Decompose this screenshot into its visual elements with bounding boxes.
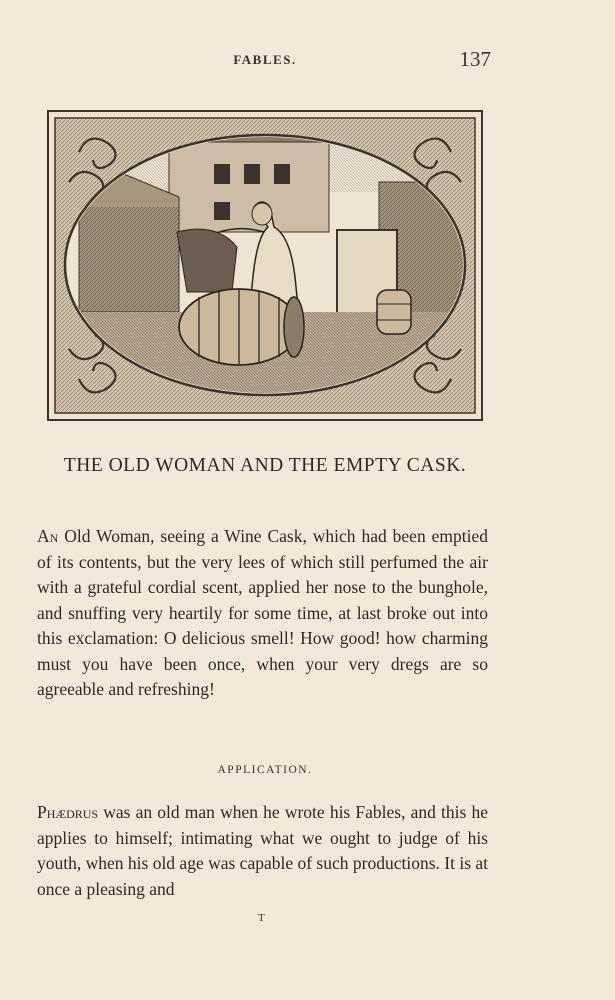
fable-lead-word: An — [37, 526, 59, 546]
fable-title: THE OLD WOMAN AND THE EMPTY CASK. — [63, 455, 467, 476]
fable-body — [37, 524, 488, 703]
application-heading: APPLICATION. — [217, 764, 313, 776]
woodcut-illustration — [47, 110, 483, 421]
signature-mark: T — [258, 912, 265, 924]
application-body — [37, 800, 488, 902]
application-text: was an old man when he wrote his Fables, and this he applies to himself; intimating what we ought to judge of his youth, when his old age was capable of such productions. It is at once a pleasing and — [37, 802, 489, 899]
page-number: 137 — [459, 47, 491, 71]
running-title: FABLES. — [233, 52, 297, 67]
application-lead-word: Phædrus — [37, 802, 99, 822]
fable-text: Old Woman, seeing a Wine Cask, which had been emptied of its contents, but the very lees of which still perfumed the air with a grateful cordial scent, applied her nose to the bunghole, and snuffing very heartily for some time, at last broke out into this exclamation: O delicious smell! How good! how charming must you have been once, when your very dregs are so agreeable and refreshing! — [37, 526, 488, 699]
